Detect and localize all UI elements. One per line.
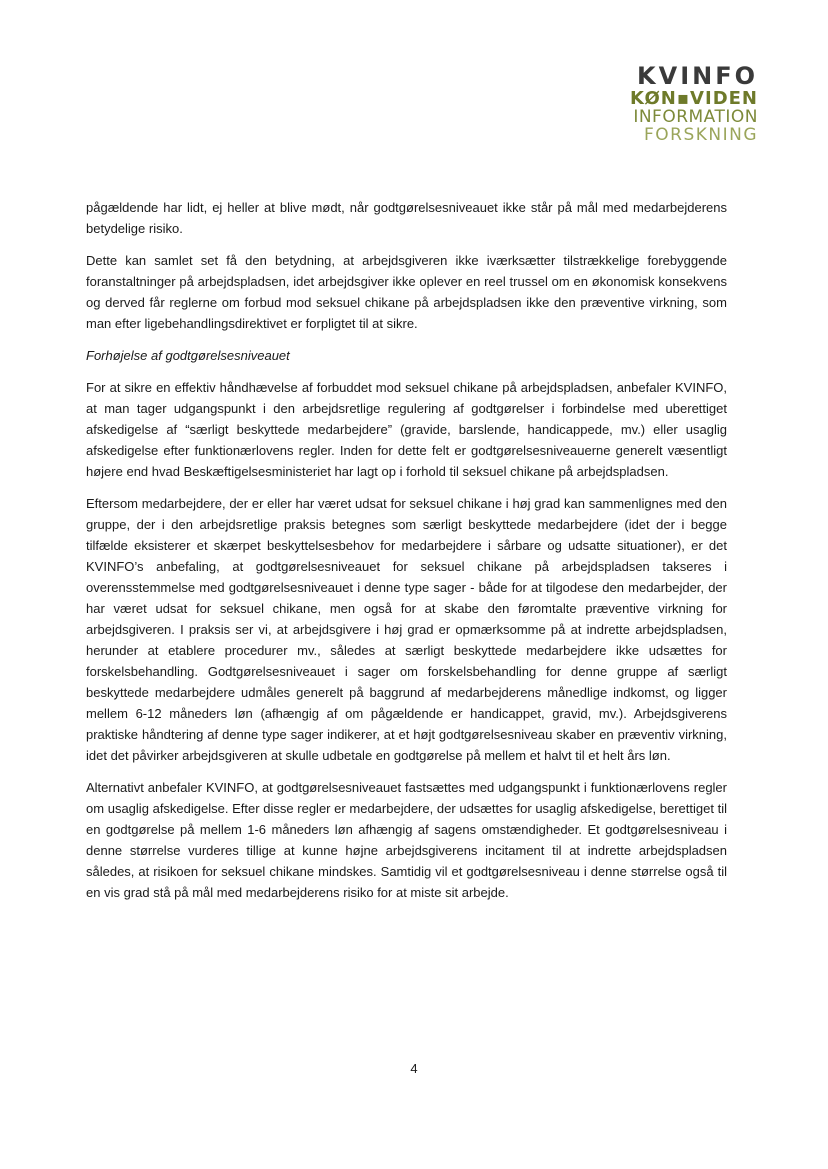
body-text (86, 197, 727, 914)
paragraph: Eftersom medarbejdere, der er eller har været udsat for seksuel chikane i høj grad kan sammenlignes med den gruppe, der i den arbejdsretlige praksis betegnes som særligt beskyttede medarbejdere (idet der i begge tilfælde eksisterer et skærpet beskyttelsesbehov for medarbejdere i sårbare og udsatte situationer), er det KVINFO’s anbefaling, at godtgørelsesniveauet for seksuel chikane på arbejdspladsen takseres i overensstemmelse med godtgørelsesniveauet i denne type sager - både for at tilgodese den medarbejder, der har været udsat for seksuel chikane, men også for at skabe den føromtalte præventive virkning for arbejdsgiveren. I praksis ser vi, at arbejdsgivere i høj grad er opmærksomme på at indrette arbejdspladsen, herunder at etablere procedurer mv., således at særligt beskyttede medarbejdere ikke udsættes for forskelsbehandling. Godtgørelsesniveauet i sager om forskelsbehandling for denne gruppe af særligt beskyttede medarbejdere udmåles generelt på baggrund af medarbejderens månedlige indkomst, og ligger mellem 6-12 måneders løn (afhængig af om pågældende er handicappet, gravid, mv.). Arbejdsgiverens praktiske håndtering af denne type sager indikerer, at et højt godtgørelsesniveau skaber en præventiv virkning, idet det påvirker arbejdsgiveren at skulle udbetale en godtgørelse på mellem et halvt til et helt års løn. (86, 496, 727, 763)
paragraph: pågældende har lidt, ej heller at blive mødt, når godtgørelsesniveauet ikke står på mål med medarbejderens betydelige risiko. (86, 200, 727, 236)
page-number: 4 (410, 1061, 418, 1076)
section-heading: Forhøjelse af godtgørelsesniveauet (86, 348, 290, 363)
logo-line-koen-viden: KØN▪VIDEN (630, 88, 758, 109)
paragraph: Dette kan samlet set få den betydning, at arbejdsgiveren ikke iværksætter tilstrækkelige forebyggende foranstaltninger på arbejdspladsen, idet arbejdsgiver ikke oplever en reel trussel om en økonomisk konsekvens og derved får reglerne om forbud mod seksuel chikane på arbejdspladsen ikke den præventive virkning, som man efter ligebehandlingsdirektivet er forpligtet til at sikre. (86, 253, 727, 331)
paragraph: Alternativt anbefaler KVINFO, at godtgørelsesniveauet fastsættes med udgangspunkt i funktionærlovens regler om usaglig afskedigelse. Efter disse regler er medarbejdere, der udsættes for usaglig afskedigelse, berettiget til en godtgørelse på mellem 1-6 måneders løn afhængig af sagens omstændigheder. Et godtgørelsesniveau i denne størrelse vurderes tillige at kunne højne arbejdsgiverens incitament til at indrette arbejdspladsen således, at risikoen for seksuel chikane mindskes. Samtidig vil et godtgørelsesniveau i denne størrelse også til en vis grad stå på mål med medarbejderens risiko for at miste sit arbejde. (86, 780, 727, 900)
logo-line-forskning: FORSKNING (643, 125, 758, 145)
logo-line-kvinfo: KVINFO (637, 62, 758, 90)
kvinfo-logo (558, 64, 758, 144)
logo-line-information: INFORMATION (633, 107, 758, 127)
paragraph: For at sikre en effektiv håndhævelse af forbuddet mod seksuel chikane på arbejdspladsen, anbefaler KVINFO, at man tager udgangspunkt i den arbejdsretlige regulering af godtgørelser i forbindelse med uberettiget afskedigelse af “særligt beskyttede medarbejdere” (gravide, barslende, handicappede, mv.) eller usaglig afskedigelse efter funktionærlovens regler. Inden for dette felt er godtgørelsesniveauerne generelt væsentligt højere end hvad Beskæftigelsesministeriet har lagt op i forhold til seksuel chikane på arbejdspladsen. (86, 380, 727, 479)
